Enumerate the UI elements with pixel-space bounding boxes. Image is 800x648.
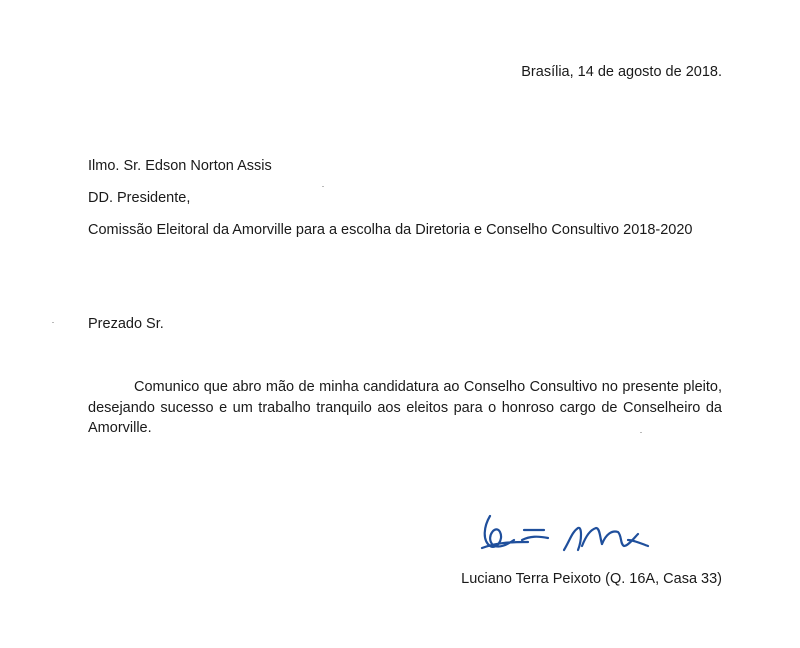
paper-speck (640, 432, 642, 433)
signer-name: Luciano Terra Peixoto (Q. 16A, Casa 33) (461, 571, 722, 587)
letter-body (88, 377, 722, 439)
date-line: Brasília, 14 de agosto de 2018. (521, 64, 722, 80)
paper-speck (322, 186, 324, 187)
recipient-organization: Comissão Eleitoral da Amorville para a escolha da Diretoria e Conselho Consultivo 2018-2020 (88, 222, 693, 238)
body-paragraph: Comunico que abro mão de minha candidatura ao Conselho Consultivo no presente pleito, desejando sucesso e um trabalho tranquilo aos eleitos para o honroso cargo de Conselheiro da Amorville. (88, 379, 722, 436)
handwritten-signature (478, 510, 668, 562)
recipient-name: Ilmo. Sr. Edson Norton Assis (88, 158, 272, 174)
paper-speck (52, 322, 54, 323)
greeting: Prezado Sr. (88, 316, 164, 332)
recipient-title: DD. Presidente, (88, 190, 191, 206)
